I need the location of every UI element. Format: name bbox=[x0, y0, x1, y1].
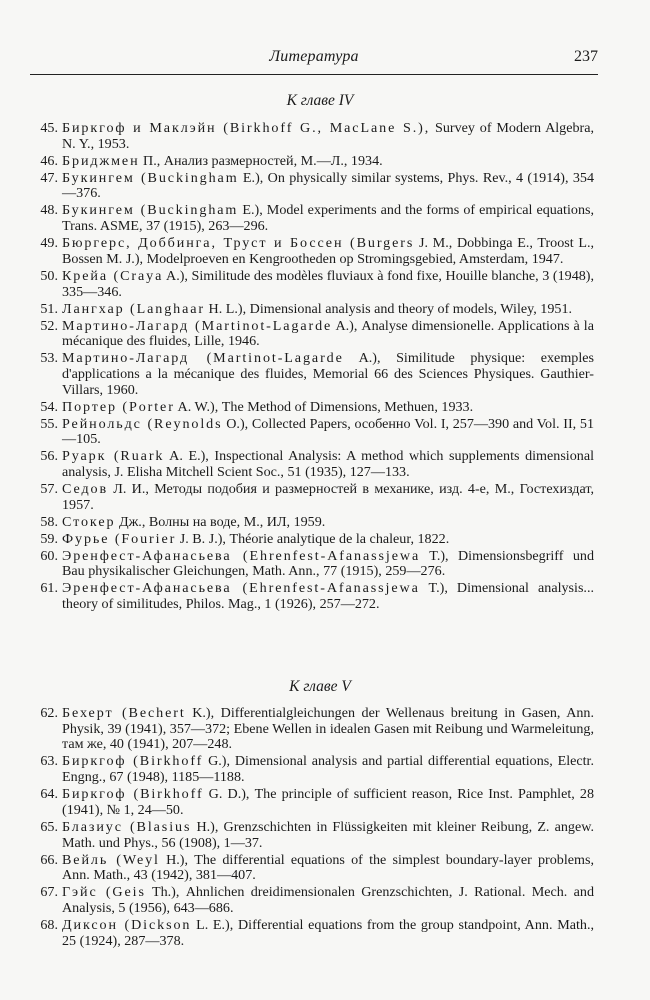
reference-entry bbox=[30, 581, 594, 612]
reference-authors: Фурье (Fourier bbox=[62, 530, 177, 547]
reference-number: 55. bbox=[40, 415, 58, 432]
reference-details: Л. И., Методы подобия и размерностей в механике, изд. 4-е, М., Гостехиздат, 1957. bbox=[62, 481, 594, 513]
reference-number: 49. bbox=[40, 235, 58, 252]
reference-details: G. D.), The principle of sufficient reason, Rice Inst. Pamphlet, 28 (1941), № 1, 24—50. bbox=[62, 786, 594, 818]
reference-number: 56. bbox=[40, 448, 58, 465]
reference-authors: Бюргерс, Доббинга, Труст и Боссен (Burgers bbox=[62, 235, 415, 252]
reference-authors: Бриджмен bbox=[62, 152, 140, 169]
reference-number: 65. bbox=[40, 818, 58, 835]
reference-authors: Букингем (Buckingham bbox=[62, 202, 239, 219]
reference-details: Th.), Ahnlichen dreidimensionalen Grenzschichten, J. Rational. Mech. and Analysis, 5 (1956), 643—686. bbox=[62, 884, 594, 916]
reference-details: J. M., Dobbinga E., Troost L., Bossen M. J.), Modelproeven en Kengrootheden op Stromingsgebied, Amsterdam, 1947. bbox=[62, 235, 594, 267]
reference-authors: Блазиус (Blasius bbox=[62, 818, 192, 835]
chapter-heading-iv: К главе IV bbox=[286, 92, 354, 109]
reference-entry bbox=[30, 121, 594, 152]
reference-entry bbox=[30, 154, 594, 170]
reference-details: A.), Similitude physique: exemples d'applications a la mécanique des fluides, Memorial 66 des Sciences Physiques. Gauthier-Villars, 1960. bbox=[62, 350, 594, 398]
reference-number: 67. bbox=[40, 884, 58, 901]
reference-number: 62. bbox=[40, 705, 58, 721]
reference-number: 66. bbox=[40, 851, 58, 868]
page-number: 237 bbox=[574, 48, 598, 65]
reference-entry bbox=[30, 754, 594, 785]
reference-authors: Портер (Porter bbox=[62, 398, 175, 415]
reference-number: 63. bbox=[40, 753, 58, 770]
reference-authors: Биркгоф (Birkhoff bbox=[62, 786, 204, 803]
reference-details: H.), The differential equations of the simplest boundary-layer problems, Ann. Math., 43 (1942), 381—407. bbox=[62, 851, 594, 884]
reference-entry bbox=[30, 269, 594, 300]
reference-details: J. B. J.), Théorie analytique de la chaleur, 1822. bbox=[176, 530, 450, 547]
reference-authors: Рейнольдс (Reynolds bbox=[62, 415, 223, 432]
reference-authors: Биркгоф и Маклэйн (Birkhoff G., MacLane S.), bbox=[62, 120, 431, 136]
reference-details: T.), Dimensional analysis... theory of similitudes, Philos. Mag., 1 (1926), 257—272. bbox=[62, 580, 594, 613]
reference-number: 68. bbox=[40, 916, 58, 933]
reference-authors: Руарк (Ruark bbox=[62, 448, 165, 465]
reference-number: 47. bbox=[40, 169, 58, 186]
running-head bbox=[30, 44, 598, 75]
reference-number: 51. bbox=[40, 300, 58, 317]
reference-details: H.), Grenzschichten in Flüssigkeiten mit kleiner Reibung, Z. angew. Math. und Phys., 56 (1908), 1—37. bbox=[62, 818, 594, 851]
reference-entry bbox=[30, 449, 594, 480]
reference-authors: Крейа (Craya bbox=[62, 267, 164, 284]
reference-number: 45. bbox=[40, 120, 58, 136]
reference-entry bbox=[30, 853, 594, 884]
reference-entry bbox=[30, 787, 594, 818]
reference-entry bbox=[30, 885, 594, 916]
reference-number: 57. bbox=[40, 481, 58, 498]
reference-details: E.), Model experiments and the forms of empirical equations, Trans. ASME, 37 (1915), 263—296. bbox=[62, 202, 594, 235]
reference-entry bbox=[30, 532, 594, 548]
reference-authors: Мартино-Лагард (Martinot-Lagarde bbox=[62, 317, 333, 334]
reference-number: 61. bbox=[40, 580, 58, 597]
reference-entry bbox=[30, 236, 594, 267]
reference-authors: Стокер bbox=[62, 513, 116, 530]
reference-number: 54. bbox=[40, 398, 58, 415]
reference-details: A. E.), Inspectional Analysis: A method which supplements dimensional analysis, J. Elisha Mitchell Scient Soc., 51 (1935), 127—133. bbox=[62, 448, 594, 481]
reference-entry bbox=[30, 549, 594, 580]
reference-authors: Гэйс (Geis bbox=[62, 884, 146, 901]
reference-authors: Мартино-Лагард (Martinot-Lagarde bbox=[62, 350, 344, 367]
reference-number: 58. bbox=[40, 513, 58, 530]
reference-entry bbox=[30, 302, 594, 318]
reference-authors: Седов bbox=[62, 481, 109, 498]
reference-number: 52. bbox=[40, 317, 58, 334]
reference-details: T.), Dimensionsbegriff und Bau physikalischer Gleichungen, Math. Ann., 77 (1915), 259—276. bbox=[62, 547, 595, 580]
reference-entry bbox=[30, 351, 594, 398]
reference-details: G.), Dimensional analysis and partial differential equations, Electr. Engng., 67 (1948), 1185—1188. bbox=[62, 753, 594, 786]
chapter-heading-v: К главе V bbox=[289, 678, 351, 695]
reference-authors: Эренфест-Афанасьева (Ehrenfest-Afanassjewa bbox=[62, 547, 421, 564]
reference-entry bbox=[30, 203, 594, 234]
reference-details: A.), Analyse dimensionelle. Applications à la mécanique des fluides, Lille, 1946. bbox=[62, 317, 594, 350]
reference-details: L. E.), Differential equations from the group standpoint, Ann. Math., 25 (1924), 287—378. bbox=[62, 916, 594, 949]
reference-list-chapter-v bbox=[30, 706, 594, 951]
reference-authors: Бехерт (Bechert bbox=[62, 705, 186, 721]
reference-details: H. L.), Dimensional analysis and theory of models, Wiley, 1951. bbox=[205, 300, 573, 317]
reference-number: 60. bbox=[40, 547, 58, 564]
reference-authors: Вейль (Weyl bbox=[62, 851, 160, 868]
reference-authors: Букингем (Buckingham bbox=[62, 169, 239, 186]
reference-entry bbox=[30, 820, 594, 851]
reference-details: Survey of Modern Algebra, N. Y., 1953. bbox=[62, 120, 594, 152]
reference-authors: Эренфест-Афанасьева (Ehrenfest-Afanassjewa bbox=[62, 580, 420, 597]
reference-entry bbox=[30, 417, 594, 448]
reference-details: A.), Similitude des modèles fluviaux à fond fixe, Houille blanche, 3 (1948), 335—346. bbox=[62, 267, 595, 300]
reference-list-chapter-iv bbox=[30, 121, 594, 614]
reference-number: 48. bbox=[40, 202, 58, 219]
reference-number: 53. bbox=[40, 350, 58, 367]
reference-number: 46. bbox=[40, 152, 58, 169]
reference-entry bbox=[30, 400, 594, 416]
reference-entry bbox=[30, 482, 594, 513]
reference-details: O.), Collected Papers, особенно Vol. I, 257—390 and Vol. II, 51—105. bbox=[62, 415, 594, 448]
reference-details: Дж., Волны на воде, М., ИЛ, 1959. bbox=[115, 513, 326, 530]
reference-entry bbox=[30, 319, 594, 350]
running-title: Литература bbox=[269, 48, 359, 65]
reference-details: E.), On physically similar systems, Phys. Rev., 4 (1914), 354—376. bbox=[62, 169, 595, 202]
reference-details: A. W.), The Method of Dimensions, Methuen, 1933. bbox=[174, 398, 474, 415]
reference-number: 64. bbox=[40, 786, 58, 803]
reference-entry bbox=[30, 515, 594, 531]
reference-details: П., Анализ размерностей, М.—Л., 1934. bbox=[139, 152, 383, 169]
reference-entry bbox=[30, 171, 594, 202]
reference-authors: Лангхар (Langhaar bbox=[62, 300, 206, 317]
reference-entry bbox=[30, 918, 594, 949]
reference-number: 59. bbox=[40, 530, 58, 547]
reference-details: K.), Differentialgleichungen der Wellenaus breitung in Gasen, Ann. Physik, 39 (1941), 357—372; Ebene Wellen in idealen Gasen mit Reibung und Warmeleitung, там же, 40 (1941), 207—248. bbox=[62, 705, 594, 753]
reference-number: 50. bbox=[40, 267, 58, 284]
reference-authors: Биркгоф (Birkhoff bbox=[62, 753, 204, 770]
reference-entry bbox=[30, 706, 594, 753]
reference-authors: Диксон (Dickson bbox=[62, 916, 192, 933]
